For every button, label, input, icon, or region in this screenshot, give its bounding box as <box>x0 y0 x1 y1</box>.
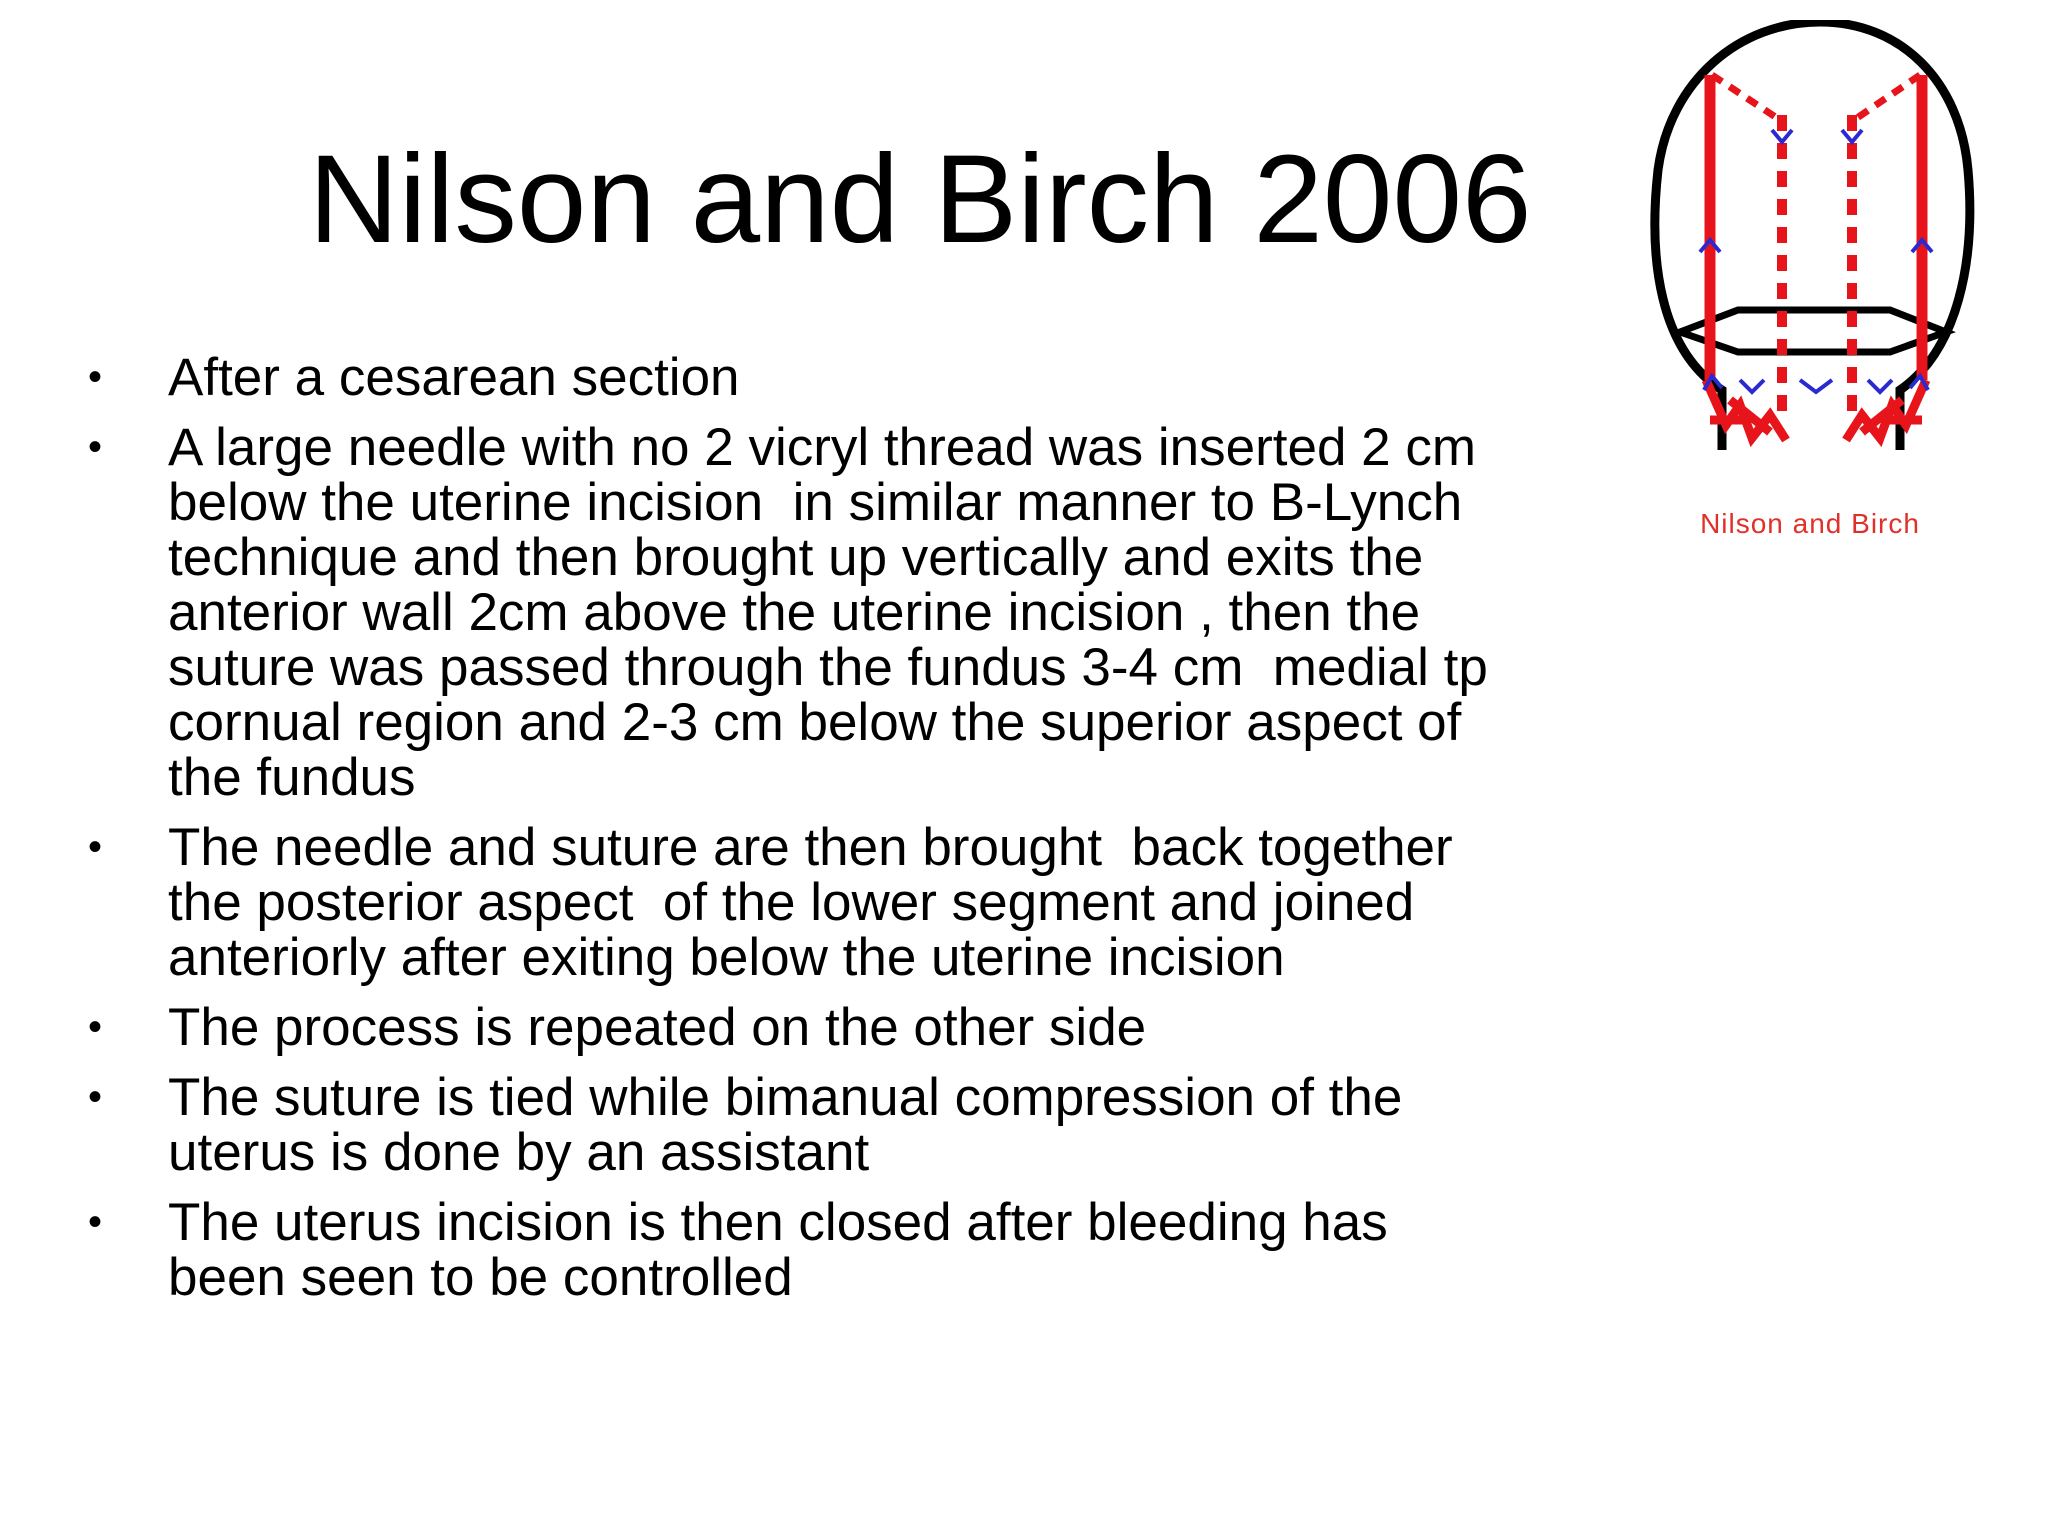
bullet-item <box>80 350 1640 405</box>
bullet-text-line: anteriorly after exiting below the uterine incision <box>168 928 1285 987</box>
bullet-text-line: A large needle with no 2 vicryl thread was inserted 2 cm <box>168 418 1476 477</box>
arrow-down-icon <box>1842 130 1862 142</box>
bullet-text-line: After a cesarean section <box>168 348 740 407</box>
bullet-item <box>80 1070 1640 1180</box>
bullet-text-line: the fundus <box>168 748 416 807</box>
bullet-dot: • <box>88 825 103 869</box>
bullet-dot: • <box>88 1200 103 1244</box>
arrow-lower-center-icon <box>1800 380 1832 392</box>
bullet-dot: • <box>88 1075 103 1119</box>
slide-title: Nilson and Birch 2006 <box>308 130 1532 269</box>
incision-outline <box>1680 310 1946 352</box>
bullet-text-line: The suture is tied while bimanual compression of the <box>168 1068 1403 1127</box>
bullet-item <box>80 1000 1640 1055</box>
bullet-dot: • <box>88 1005 103 1049</box>
bullet-dot: • <box>88 425 103 469</box>
bullet-text-line: been seen to be controlled <box>168 1248 793 1307</box>
bullet-text-line: The needle and suture are then brought back together <box>168 818 1453 877</box>
bullet-list <box>80 350 1640 1320</box>
suture-fundus-right <box>1854 75 1920 120</box>
bullet-dot: • <box>88 355 103 399</box>
figure-caption: Nilson and Birch <box>1700 508 1920 539</box>
suture-knot-right <box>1846 380 1926 440</box>
uterus-suture-diagram <box>1640 20 1980 540</box>
bullet-text-line: The uterus incision is then closed after bleeding has <box>168 1193 1388 1252</box>
bullet-text-line: The process is repeated on the other side <box>168 998 1147 1057</box>
bullet-text-line: below the uterine incision in similar manner to B-Lynch <box>168 473 1463 532</box>
bullet-text-line: suture was passed through the fundus 3-4 cm medial tp <box>168 638 1488 697</box>
bullet-text-line: uterus is done by an assistant <box>168 1123 870 1182</box>
arrow-down-icon <box>1772 130 1792 142</box>
bullet-text-line: the posterior aspect of the lower segment and joined <box>168 873 1415 932</box>
bullet-text-line: anterior wall 2cm above the uterine incision , then the <box>168 583 1421 642</box>
uterus-diagram-svg <box>1640 20 1980 500</box>
arrow-lower-left-icon <box>1740 380 1764 392</box>
bullet-item <box>80 420 1640 805</box>
bullet-text-line: cornual region and 2-3 cm below the superior aspect of <box>168 693 1462 752</box>
arrow-lower-right-icon <box>1868 380 1892 392</box>
bullet-text-line: technique and then brought up vertically and exits the <box>168 528 1424 587</box>
bullet-item <box>80 820 1640 985</box>
bullet-item <box>80 1195 1640 1305</box>
suture-fundus-left <box>1712 75 1780 120</box>
